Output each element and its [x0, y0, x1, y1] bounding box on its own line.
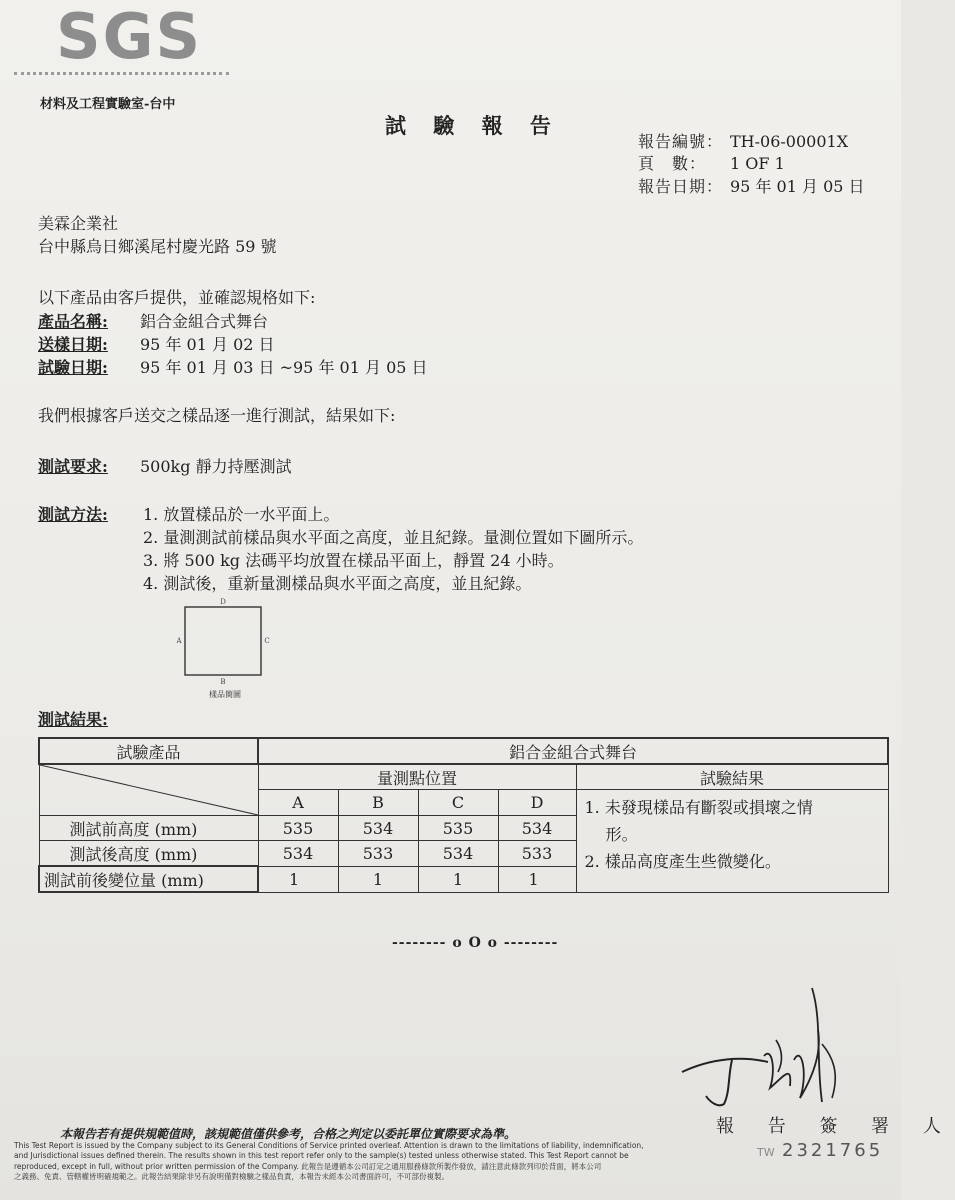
after-d: 533 [498, 841, 576, 867]
product-name-value: 鋁合金組合式舞台 [140, 312, 269, 331]
after-a: 534 [258, 841, 338, 867]
results-label: 測試結果: [38, 710, 108, 729]
product-name-cell: 鋁合金組合式舞台 [258, 738, 888, 764]
method-step-2: 2. 量測測試前樣品與水平面之高度，並且紀錄。量測位置如下圖所示。 [143, 528, 644, 547]
page-count-value: 1 OF 1 [730, 154, 785, 173]
before-b: 534 [338, 816, 418, 841]
report-number-value: TH-06-00001X [730, 132, 849, 151]
page-count-label: 頁 數： [638, 154, 707, 173]
method-label: 測試方法: [38, 505, 108, 524]
report-number [638, 129, 848, 152]
product-name-row [38, 309, 268, 332]
displacement-c: 1 [418, 866, 498, 892]
diagram-caption: 樣品簡圖 [209, 690, 241, 699]
requirement-label: 測試要求: [38, 457, 108, 476]
sample-date-label: 送樣日期: [38, 335, 108, 354]
method-label-row [38, 502, 140, 525]
disclaimer-note: 本報告若有提供規範值時，該規範值僅供參考，合格之判定以委託單位實際要求為準。 [60, 1127, 517, 1141]
conclusion-cell [576, 790, 888, 893]
product-name-label: 產品名稱: [38, 312, 108, 331]
report-date [638, 174, 865, 197]
point-label-c: C [264, 637, 270, 645]
report-date-label: 報告日期： [638, 177, 724, 196]
conclusion-line-2: 形。 [584, 825, 638, 844]
point-header-c: C [418, 790, 498, 816]
measure-header-cell: 量測點位置 [258, 764, 576, 790]
sgs-logo: SGS [56, 0, 203, 73]
report-title: 試 驗 報 告 [385, 113, 561, 138]
method-step-3: 3. 將 500 kg 法碼平均放置在樣品平面上，靜置 24 小時。 [143, 551, 564, 570]
end-of-report-mark: -------- o O o -------- [392, 935, 559, 951]
fine-print-line-2: and Jurisdictional issues defined therein. The results shown in this test report refer only to the sample(s) tested unless otherwise stated. This Test Report cannot be [14, 1151, 629, 1160]
displacement-b: 1 [338, 866, 418, 892]
serial-number: 2321765 [782, 1140, 884, 1161]
method-step-1: 1. 放置樣品於一水平面上。 [143, 505, 340, 524]
serial-prefix: TW [757, 1146, 775, 1159]
point-header-d: D [498, 790, 576, 816]
test-date-row [38, 355, 428, 378]
before-d: 534 [498, 816, 576, 841]
after-c: 534 [418, 841, 498, 867]
sample-date-row [38, 332, 275, 355]
page-count [638, 151, 785, 174]
point-label-d: D [220, 598, 226, 606]
before-c: 535 [418, 816, 498, 841]
displacement-d: 1 [498, 866, 576, 892]
signatory-label: 報 告 簽 署 人 [716, 1116, 955, 1137]
before-a: 535 [258, 816, 338, 841]
statement-text: 我們根據客戶送交之樣品逐一進行測試，結果如下: [38, 406, 396, 425]
client-name: 美霖企業社 [38, 214, 119, 233]
row-label-displacement: 測試前後變位量 (mm) [39, 866, 258, 892]
fine-print-line-4: 之義務、免責、管轄權皆明確規範之。此報告結果除非另有說明僅對檢驗之樣品負責，本報告未經本公司書面許可，不可部份複製。 [14, 1172, 449, 1181]
results-label-row [38, 707, 140, 730]
report-date-value: 95 年 01 月 05 日 [730, 177, 865, 196]
fine-print-line-3: reproduced, except in full, without prior written permission of the Company. 此報告是遵循本公司訂定之通用服務條款所製作發放，請注意此條款列印於背面，將本公司 [14, 1162, 602, 1171]
test-date-value: 95 年 01 月 03 日 ~95 年 01 月 05 日 [140, 358, 428, 377]
point-label-a: A [176, 637, 182, 645]
point-header-a: A [258, 790, 338, 816]
result-header-cell: 試驗結果 [576, 764, 888, 790]
fine-print-line-1: This Test Report is issued by the Company subject to its General Conditions of Service printed overleaf. Attention is drawn to the limitations of liability, indemnification, [14, 1141, 644, 1150]
client-address: 台中縣烏日鄉溪尾村慶光路 59 號 [38, 237, 277, 256]
report-number-label: 報告編號： [638, 132, 724, 151]
logo-rule [14, 72, 229, 75]
product-header-cell: 試驗產品 [39, 738, 258, 764]
row-label-after: 測試後高度 (mm) [39, 841, 258, 867]
lab-name: 材料及工程實驗室-台中 [40, 97, 176, 112]
after-b: 533 [338, 841, 418, 867]
row-label-before: 測試前高度 (mm) [39, 816, 258, 841]
test-date-label: 試驗日期: [38, 358, 108, 377]
requirement-value: 500kg 靜力持壓測試 [140, 457, 292, 476]
table-row-product [39, 738, 888, 764]
sample-date-value: 95 年 01 月 02 日 [140, 335, 275, 354]
requirement-row [38, 454, 292, 477]
conclusion-line-3: 2. 樣品高度產生些微變化。 [584, 852, 781, 871]
intro-text: 以下產品由客戶提供，並確認規格如下: [38, 288, 316, 307]
results-table [38, 737, 889, 893]
point-label-b: B [220, 678, 226, 686]
handwritten-signature [672, 980, 872, 1110]
method-step-4: 4. 測試後，重新量測樣品與水平面之高度，並且紀錄。 [143, 574, 532, 593]
displacement-a: 1 [258, 866, 338, 892]
point-header-b: B [338, 790, 418, 816]
conclusion-line-1: 1. 未發現樣品有斷裂或損壞之情 [584, 798, 813, 817]
table-row-section [39, 764, 888, 790]
diagonal-header-cell [39, 764, 258, 816]
sample-diagram [177, 598, 269, 702]
diagonal-line [40, 765, 258, 815]
